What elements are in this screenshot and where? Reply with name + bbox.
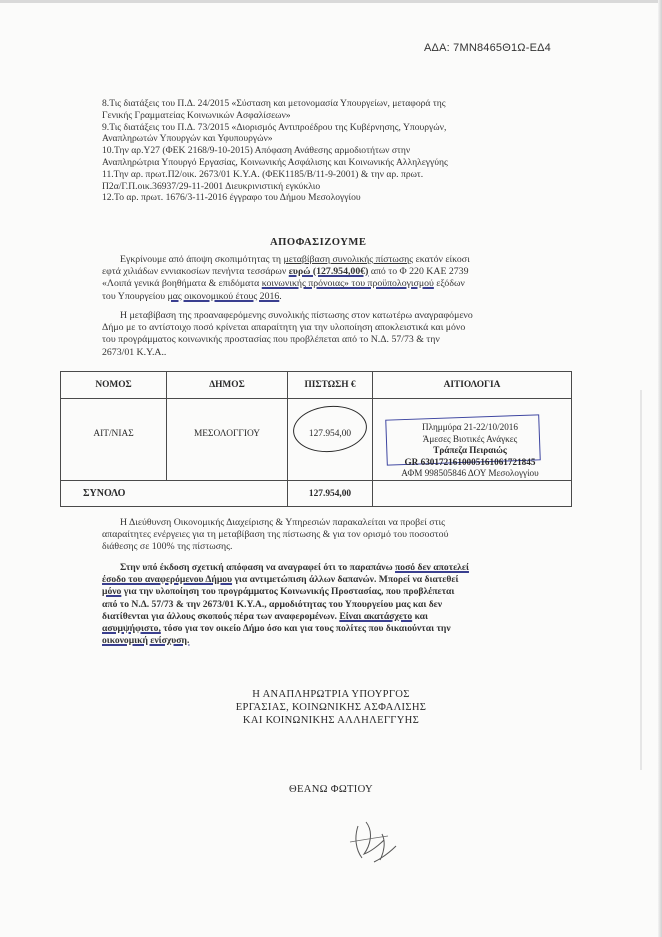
text-run: εκατόν είκοσι — [413, 254, 470, 265]
signatory-block — [0, 688, 662, 727]
reason-line: Πλημμύρα 21-22/10/2016 — [421, 422, 518, 432]
text-run: του Υπουργείου — [102, 290, 168, 302]
text-run: διατίθενται για άλλους σκοπούς πέρα των αναφερομένων. — [102, 610, 340, 622]
text-run: εφτά χιλιάδων εννιακοσίων πενήντα τεσσάρων — [102, 266, 289, 278]
text-run: και — [412, 610, 428, 622]
paragraph-line: του προγράμματος κοινωνικής προστασίας που προβλέπεται από το Ν.Δ. 57/73 & την — [102, 334, 440, 346]
paragraph-line: διάθεσης σε 100% της πίστωσης. — [102, 541, 233, 553]
scan-right-edge — [658, 0, 662, 937]
text-run: από το Φ 220 ΚΑΕ 2739 — [368, 266, 469, 278]
handwritten-signature — [344, 812, 404, 870]
signatory-name-text: ΘΕΑΝΩ ΦΩΤΙΟΥ — [289, 784, 373, 795]
reason-line-bank: Τράπεζα Πειραιώς — [433, 445, 507, 456]
scan-top-edge — [0, 0, 662, 3]
underlined-text: μεταβίβαση συνολικής πίστωσης — [283, 254, 414, 265]
references-list — [102, 98, 582, 204]
total-empty-cell — [373, 481, 572, 507]
cell-dimos — [167, 399, 288, 481]
underlined-text: οικονομική ενίσχυση. — [102, 635, 190, 647]
text-run: . — [279, 290, 282, 302]
directorate-paragraph — [102, 517, 570, 554]
signatory-title: ΚΑΙ ΚΟΙΝΩΝΙΚΗΣ ΑΛΛΗΛΕΓΓΥΗΣ — [242, 715, 420, 726]
ada-code: ΑΔΑ: 7ΜΝ8465Θ1Ω-ΕΔ4 — [424, 42, 551, 54]
underlined-text: ασυμψήφιστο, — [102, 623, 161, 635]
paragraph-line: Η μεταβίβαση της προαναφερόμενης συνολικής πίστωσης στον κατωτέρω αναγραφόμενο — [120, 310, 473, 321]
signatory-title: ΕΡΓΑΣΙΑΣ, ΚΟΙΝΩΝΙΚΗΣ ΑΣΦΑΛΙΣΗΣ — [235, 702, 427, 713]
column-header: ΔΗΜΟΣ — [167, 372, 288, 399]
reference-line: 8.Τις διατάξεις του Π.Δ. 24/2015 «Σύσταση και μετονομασία Υπουργείων, μεταφορά της — [102, 98, 446, 109]
text-run: για αντιμετώπιση άλλων δαπανών. Μπορεί να διατεθεί — [232, 574, 459, 586]
cell-amount: 127.954,00 — [288, 399, 373, 481]
approval-paragraph — [102, 254, 570, 303]
column-header: ΠΙΣΤΩΣΗ € — [288, 372, 373, 399]
underlined-text: μόνο — [102, 586, 122, 598]
reason-text — [376, 422, 564, 480]
paragraph-line: 2673/01 Κ.Υ.Α.. — [102, 346, 167, 358]
reason-line: Άμεσες Βιοτικές Ανάγκες — [422, 433, 518, 444]
reference-line: 12.Το αρ. πρωτ. 1676/3-11-2016 έγγραφο του Δήμου Μεσολογγίου — [102, 192, 361, 204]
underlined-text: έσοδο του αναφερόμενου Δήμου — [102, 574, 233, 586]
underlined-text: Είναι ακατάσχετο — [339, 610, 413, 622]
text-run: για την υλοποίηση του προγράμματος Κοινωνικής Προστασίας, που προβλέπεται — [121, 586, 455, 598]
text-run: Στην υπό έκδοση σχετική απόφαση να αναγραφεί ότι το παραπάνω — [120, 562, 396, 573]
reference-line: 10.Την αρ.Υ27 (ΦΕΚ 2168/9-10-2015) Απόφαση Ανάθεσης αρμοδιοτήτων στην — [102, 145, 411, 157]
text-run: τόσο για τον οικείο Δήμο όσο και για τους πολίτες που δικαιούνται την — [160, 623, 451, 635]
reference-line: Γενικής Γραμματείας Κοινωνικών Ασφαλίσεων» — [102, 109, 291, 121]
cell-dimos-text: ΜΕΣΟΛΟΓΓΙΟΥ — [193, 429, 261, 439]
underlined-text: κοινωνικής πρόνοιας» του προϋπολογισμού — [261, 278, 434, 290]
reference-line: 11.Την αρ. πρωτ.Π2/οικ. 2673/01 Κ.Υ.Α. (ΦΕΚ1185/Β/11-9-2001) & την αρ. πρωτ. — [102, 168, 424, 180]
total-label: ΣΥΝΟΛΟ — [61, 481, 288, 507]
table-total-row — [61, 481, 572, 507]
signatory-name — [0, 783, 662, 796]
column-header: ΝΟΜΟΣ — [61, 372, 167, 399]
signatory-title: Η ΑΝΑΠΛΗΡΩΤΡΙΑ ΥΠΟΥΡΓΟΣ — [252, 689, 410, 700]
paragraph-line: από το Ν.Δ. 57/73 & την 2673/01 Κ.Υ.Α., αρμοδιότητας του Υπουργείου μας και δεν — [102, 598, 443, 610]
underlined-text: μας οικονομικού έτους 2016 — [167, 290, 280, 302]
text-run: «Λοιπά γενικά βοηθήματα & επιδόματα — [102, 278, 262, 290]
amount-highlight: ευρώ (127.954,00€) — [288, 266, 369, 278]
reference-line: Αναπληρωτών Υπουργών και Υφυπουργών» — [102, 133, 273, 145]
reason-line: ΑΦΜ 998505846 ΔΟΥ Μεσολογγίου — [401, 468, 539, 479]
transfer-paragraph — [102, 310, 570, 359]
reference-line: Αναπληρώτρια Υπουργό Εργασίας, Κοινωνικής Ασφάλισης και Κοινωνικής Αλληλεγγύης — [102, 156, 448, 168]
paragraph-line: απαραίτητες ενέργειες για τη μεταβίβαση της πίστωσης & για τον ορισμό του ποσοστού — [102, 529, 449, 541]
reference-line: 9.Τις διατάξεις του Π.Δ. 73/2015 «Διορισμός Αντιπροέδρου της Κυβέρνησης, Υπουργών, — [102, 121, 447, 133]
cell-nomos: ΑΙΤ/ΝΙΑΣ — [61, 399, 167, 481]
table-header-row — [61, 372, 572, 399]
text-run: εξόδων — [433, 278, 465, 290]
underlined-text: ποσό δεν αποτελεί — [395, 562, 469, 573]
paragraph-line: Δήμο με το αντίστοιχο ποσό κρίνεται απαραίτητη για την υλοποίηση αποκλειστικά και μόνο — [102, 322, 466, 334]
paragraph-line: Η Διεύθυνση Οικονομικής Διαχείρισης & Υπηρεσιών παρακαλείται να προβεί στις — [120, 517, 446, 528]
restriction-paragraph — [102, 562, 570, 647]
text-run: Εγκρίνουμε από άποψη σκοπιμότητας τη — [120, 254, 284, 265]
total-amount: 127.954,00 — [288, 481, 373, 507]
column-header: ΑΙΤΙΟΛΟΓΙΑ — [373, 372, 572, 399]
reference-line: Π2α/Γ.Π.οικ.36937/29-11-2001 Διευκρινιστική εγκύκλιο — [102, 180, 321, 192]
decision-heading: ΑΠΟΦΑΣΙΖΟΥΜΕ — [270, 237, 367, 248]
reason-line-iban: GR 6301721610005161061721845 — [404, 456, 536, 467]
